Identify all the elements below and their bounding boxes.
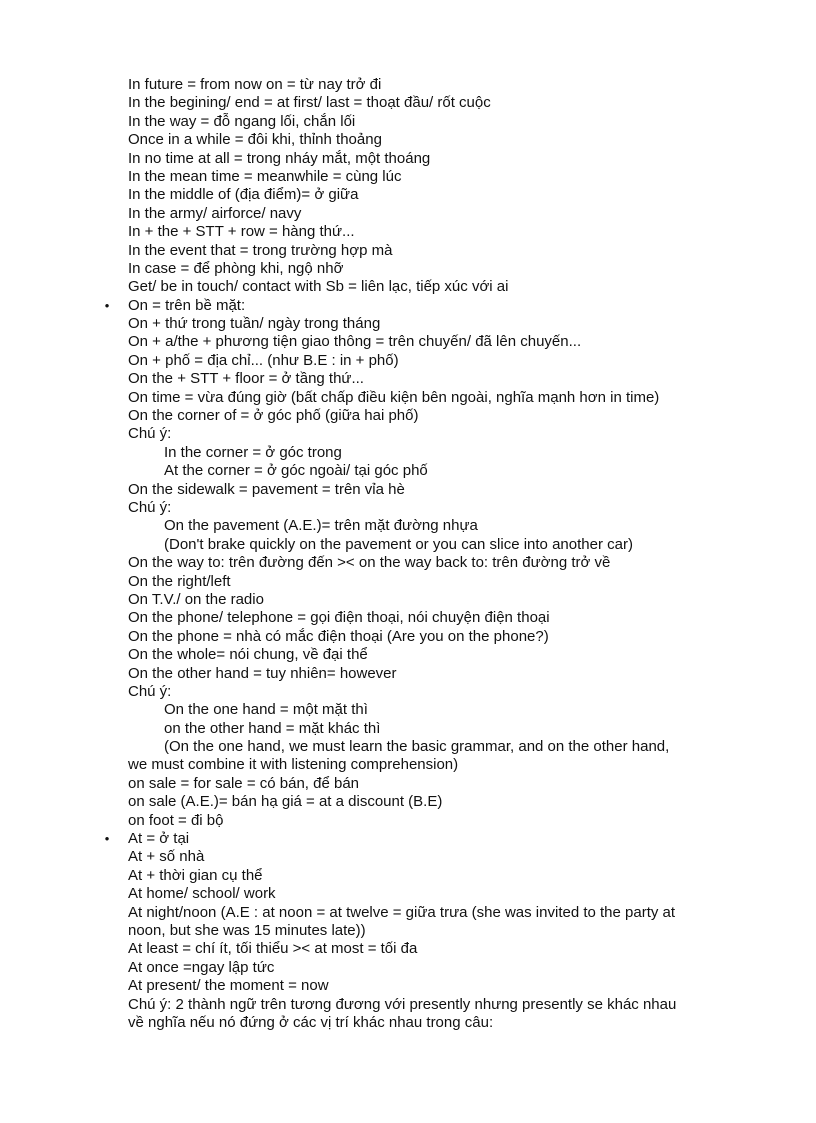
text-line: At present/ the moment = now <box>128 977 329 995</box>
text-line: On T.V./ on the radio <box>128 590 264 608</box>
text-line: on sale (A.E.)= bán hạ giá = at a discount (B.E) <box>128 793 443 811</box>
text-line: về nghĩa nếu nó đứng ở các vị trí khác nhau trong câu: <box>128 1013 494 1031</box>
text-line: On + thứ trong tuần/ ngày trong tháng <box>128 315 381 333</box>
text-line: In no time at all = trong nháy mắt, một thoáng <box>128 149 431 167</box>
text-line: At = ở tại <box>128 830 190 848</box>
text-line: (On the one hand, we must learn the basic grammar, and on the other hand, <box>164 738 670 756</box>
bullet-icon: • <box>104 297 110 313</box>
text-line: On = trên bề mặt: <box>128 296 246 314</box>
text-line: In the middle of (địa điểm)= ở giữa <box>128 186 359 204</box>
text-line: On the whole= nói chung, về đại thể <box>128 646 368 664</box>
text-line: In the way = đỗ ngang lối, chắn lối <box>128 112 356 130</box>
text-line: At least = chí ít, tối thiểu >< at most = tối đa <box>128 940 418 958</box>
text-line: Get/ be in touch/ contact with Sb = liên lạc, tiếp xúc với ai <box>128 278 509 296</box>
bullet-item-at <box>104 830 738 848</box>
text-line: At + thời gian cụ thể <box>128 866 263 884</box>
text-line: At the corner = ở góc ngoài/ tại góc phố <box>164 462 428 480</box>
text-line: In future = from now on = từ nay trở đi <box>128 76 382 93</box>
text-line: (Don't brake quickly on the pavement or you can slice into another car) <box>164 535 633 553</box>
text-line: Chú ý: <box>128 425 172 443</box>
text-line: At home/ school/ work <box>128 885 276 903</box>
text-line: Once in a while = đôi khi, thỉnh thoảng <box>128 131 382 149</box>
text-line: Chú ý: 2 thành ngữ trên tương đương với presently nhưng presently se khác nhau <box>128 995 677 1013</box>
text-line: noon, but she was 15 minutes late)) <box>128 921 366 939</box>
text-line: Chú ý: <box>128 498 172 516</box>
text-line: In the event that = trong trường hợp mà <box>128 241 393 259</box>
text-line: On the phone = nhà có mắc điện thoại (Are you on the phone?) <box>128 627 549 645</box>
text-line: On + a/the + phương tiện giao thông = trên chuyến/ đã lên chuyến... <box>128 333 582 351</box>
text-line: On time = vừa đúng giờ (bất chấp điều kiện bên ngoài, nghĩa mạnh hơn in time) <box>128 388 660 406</box>
text-line: on sale = for sale = có bán, để bán <box>128 774 359 792</box>
text-line: On the pavement (A.E.)= trên mặt đường nhựa <box>164 517 478 535</box>
text-line: On the one hand = một mặt thì <box>164 701 368 719</box>
text-line: At + số nhà <box>128 848 205 866</box>
text-line: Chú ý: <box>128 682 172 700</box>
bullet-icon: • <box>104 831 110 847</box>
text-line: on the other hand = mặt khác thì <box>164 719 381 737</box>
text-line: On the right/left <box>128 572 231 590</box>
text-line: On the other hand = tuy nhiên= however <box>128 664 397 682</box>
text-line: On the way to: trên đường đến >< on the way back to: trên đường trở về <box>128 554 611 572</box>
text-line: At night/noon (A.E : at noon = at twelve = giữa trưa (she was invited to the party at <box>128 903 676 921</box>
text-line: At once =ngay lập tức <box>128 958 275 976</box>
text-line: In the begining/ end = at first/ last = thoạt đầu/ rốt cuộc <box>128 94 491 112</box>
text-line: On the phone/ telephone = gọi điện thoại, nói chuyện điện thoại <box>128 609 550 627</box>
text-line: on foot = đi bộ <box>128 811 224 829</box>
text-line: In + the + STT + row = hàng thứ... <box>128 223 355 241</box>
text-line: On the corner of = ở góc phố (giữa hai phố) <box>128 407 419 425</box>
bullet-item-on <box>104 296 738 315</box>
document-body <box>104 76 738 1032</box>
text-line: On the sidewalk = pavement = trên vỉa hè <box>128 480 405 498</box>
text-line: In the army/ airforce/ navy <box>128 204 302 222</box>
text-line: On + phố = địa chỉ... (như B.E : in + phố) <box>128 351 399 369</box>
text-line: we must combine it with listening comprehension) <box>128 756 459 774</box>
text-line: On the + STT + floor = ở tầng thứ... <box>128 370 364 388</box>
text-line: In the corner = ở góc trong <box>164 443 342 461</box>
text-line: In the mean time = meanwhile = cùng lúc <box>128 167 402 185</box>
text-line: In case = để phòng khi, ngộ nhỡ <box>128 259 344 277</box>
